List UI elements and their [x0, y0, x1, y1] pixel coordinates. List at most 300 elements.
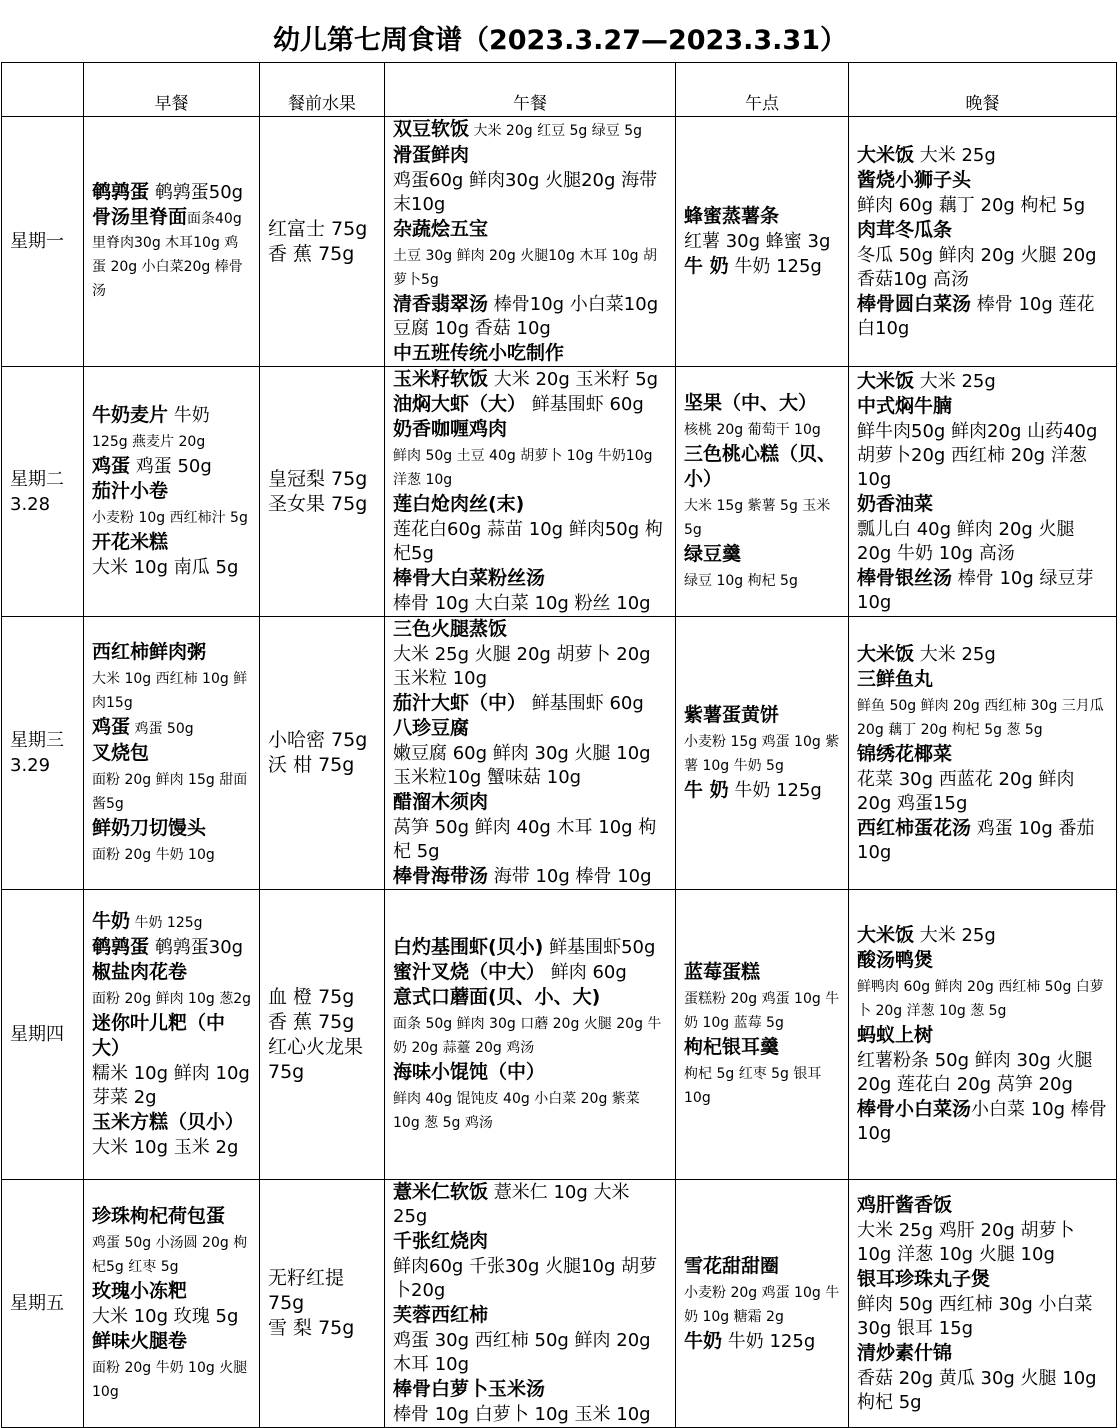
dish-item: [684, 254, 840, 279]
dish-name: 牛奶: [684, 1329, 723, 1352]
dish-name: 蜜汁叉烧（中大）: [393, 960, 546, 983]
dish-ingredients: 土豆 30g 鲜肉 20g 火腿10g 木耳 10g 胡萝卜5g: [393, 248, 657, 288]
day-name: 星期二: [10, 468, 64, 490]
dish-item: [393, 517, 667, 566]
dish-item: [857, 1267, 1108, 1292]
dish-item: [857, 566, 1108, 615]
dish-item: [857, 1048, 1108, 1097]
dish-item: [684, 416, 840, 442]
dish-name: 杂蔬烩五宝: [393, 218, 489, 240]
dish-ingredients: 大米 10g 玉米 2g: [92, 1137, 239, 1158]
dish-item: [92, 530, 251, 555]
dish-item: [393, 367, 667, 392]
day-cell: [2, 117, 84, 367]
dish-item: [857, 923, 1108, 948]
day-row: [2, 890, 1117, 1180]
lunch-cell: [385, 890, 676, 1180]
dish-item: [393, 591, 667, 616]
dish-item: [92, 1110, 251, 1135]
breakfast-cell: [84, 890, 260, 1180]
dish-name: 银耳珍珠丸子煲: [857, 1267, 991, 1290]
dish-item: [92, 205, 251, 303]
day-name: 星期五: [10, 1293, 64, 1314]
snack-cell: [676, 890, 849, 1180]
dinner-cell: [849, 617, 1117, 890]
dish-item: [393, 741, 667, 790]
dish-ingredients: 红薯 30g 蜂蜜 3g: [684, 231, 831, 252]
dish-name: 枸杞银耳羹: [684, 1035, 780, 1058]
dish-ingredients: 鸡蛋60g 鲜肉30g 火腿20g 海带末10g: [393, 170, 658, 215]
dish-item: [393, 392, 667, 417]
dish-ingredients: 面粉 20g 鲜肉 15g 甜面酱5g: [92, 771, 248, 812]
dish-name: 八珍豆腐: [393, 717, 470, 739]
day-cell: [2, 890, 84, 1180]
fruit-item: 血 橙 75g: [268, 985, 355, 1008]
fruit-cell: [260, 890, 385, 1180]
dish-item: [393, 566, 667, 591]
dish-item: [92, 555, 251, 580]
dish-item: [684, 960, 840, 985]
dish-name: 三色火腿蒸饭: [393, 618, 508, 640]
dish-item: [684, 1254, 840, 1279]
day-cell: [2, 617, 84, 890]
dish-ingredients: 薏米仁 10g 大米 25g: [393, 1182, 630, 1227]
dish-item: [393, 960, 667, 985]
dish-ingredients: 小麦粉 10g 西红柿汁 5g: [92, 510, 248, 526]
dish-item: [393, 935, 667, 960]
dish-item: [684, 728, 840, 778]
dish-item: [92, 741, 251, 766]
dish-name: 蓝莓蛋糕: [684, 960, 761, 983]
dish-item: [393, 642, 667, 691]
dish-name: 迷你叶儿粑（中大）: [92, 1012, 226, 1059]
dinner-cell: [849, 890, 1117, 1180]
dish-item: [684, 391, 840, 416]
dish-item: [857, 419, 1108, 492]
dish-ingredients: 牛奶 125g: [728, 256, 822, 277]
dish-item: [857, 1341, 1108, 1366]
dish-item: [393, 117, 667, 143]
snack-cell: [676, 117, 849, 367]
dish-name: 莲白炝肉丝(末): [393, 493, 525, 515]
fruit-item: 香 蕉 75g: [268, 1010, 355, 1033]
dish-ingredients: 鸡蛋 50g: [130, 456, 212, 477]
dish-item: [857, 667, 1108, 692]
dish-ingredients: 花菜 30g 西蓝花 20g 鲜肉 20g 鸡蛋15g: [857, 768, 1075, 814]
snack-cell: [676, 617, 849, 890]
dish-name: 椒盐肉花卷: [92, 961, 188, 983]
dish-name: 蚂蚁上树: [857, 1024, 934, 1046]
dish-name: 棒骨大白菜粉丝汤: [393, 567, 546, 589]
dish-item: [393, 143, 667, 168]
dish-name: 鸡蛋: [92, 715, 131, 738]
dish-item: [393, 341, 667, 366]
dish-name: 锦绣花椰菜: [857, 742, 953, 765]
dish-item: [684, 229, 840, 254]
dish-ingredients: 鸡蛋 30g 西红柿 50g 鲜肉 20g 木耳 10g: [393, 1330, 651, 1375]
dish-item: [857, 973, 1108, 1023]
breakfast-cell: [84, 117, 260, 367]
fruit-cell: [260, 367, 385, 617]
dish-name: 棒骨银丝汤: [857, 566, 953, 589]
dish-item: [857, 218, 1108, 243]
dish-item: [393, 442, 667, 492]
dish-item: [92, 1329, 251, 1354]
dish-name: 海味小馄饨（中）: [393, 1060, 546, 1083]
dish-ingredients: 大米 10g 南瓜 5g: [92, 557, 239, 578]
dish-item: [857, 193, 1108, 218]
header-dinner: 晚餐: [849, 63, 1117, 117]
fruit-item: 红心火龙果 75g: [268, 1035, 364, 1083]
dish-ingredients: 大米 25g: [914, 370, 996, 392]
dish-item: [857, 692, 1108, 742]
dish-ingredients: 蛋糕粉 20g 鸡蛋 10g 牛奶 10g 蓝莓 5g: [684, 990, 840, 1031]
dish-ingredients: 莴笋 50g 鲜肉 40g 木耳 10g 枸杞 5g: [393, 817, 657, 862]
dish-ingredients: 鲜基围虾50g: [543, 936, 656, 958]
dish-ingredients: 棒骨10g 小白菜10g 豆腐 10g 香菇 10g: [393, 294, 659, 339]
dish-ingredients: 鲜鸭肉 60g 鲜肉 20g 西红柿 50g 白萝卜 20g 洋葱 10g 葱 5g: [857, 979, 1104, 1019]
dish-item: [857, 1292, 1108, 1341]
dish-ingredients: 面条 50g 鲜肉 30g 口蘑 20g 火腿 20g 牛奶 20g 蒜薹 20g 鸡汤: [393, 1015, 662, 1056]
dish-ingredients: 大米 10g 西红柿 10g 鲜肉15g: [92, 670, 248, 711]
day-name: 星期三: [10, 730, 64, 751]
dish-item: [92, 960, 251, 985]
dish-name: 鸡肝酱香饭: [857, 1193, 953, 1216]
dish-name: 牛奶: [92, 910, 131, 932]
dish-item: [393, 1229, 667, 1254]
dish-item: [393, 617, 667, 642]
dish-item: [92, 454, 251, 479]
dish-ingredients: 鲜肉 60g: [545, 961, 627, 983]
dish-item: [92, 504, 251, 530]
day-name: 星期四: [10, 1024, 64, 1045]
dish-name: 千张红烧肉: [393, 1230, 489, 1252]
dish-ingredients: 莲花白60g 蒜苗 10g 鲜肉50g 枸杞5g: [393, 519, 663, 564]
dish-name: 茄汁小卷: [92, 480, 169, 502]
dish-name: 大米饭: [857, 642, 915, 665]
dish-name: 牛 奶: [684, 255, 729, 277]
dish-item: [92, 640, 251, 665]
dish-name: 棒骨圆白菜汤: [857, 292, 972, 315]
lunch-cell: [385, 117, 676, 367]
fruit-item: 圣女果 75g: [268, 492, 368, 515]
dish-name: 棒骨海带汤: [393, 865, 489, 887]
dish-ingredients: 嫩豆腐 60g 鲜肉 30g 火腿 10g 玉米粒10g 蟹味菇 10g: [393, 743, 651, 788]
dish-ingredients: 面粉 20g 鲜肉 10g 葱2g: [92, 991, 251, 1007]
dish-item: [393, 292, 667, 341]
dish-item: [92, 1204, 251, 1229]
dish-item: [393, 1303, 667, 1328]
dish-ingredients: 冬瓜 50g 鲜肉 20g 火腿 20g 香菇10g 高汤: [857, 244, 1097, 290]
dish-name: 三鲜鱼丸: [857, 667, 934, 690]
dish-ingredients: 鲜肉 50g 土豆 40g 胡萝卜 10g 牛奶10g 洋葱 10g: [393, 448, 653, 488]
dish-name: 棒骨白萝卜玉米汤: [393, 1378, 546, 1400]
dish-name: 坚果（中、大）: [684, 391, 818, 414]
dish-item: [684, 442, 840, 492]
dinner-cell: [849, 367, 1117, 617]
dish-ingredients: 鸡蛋 10g 番茄10g: [857, 817, 1095, 863]
dish-ingredients: 瓢儿白 40g 鲜肉 20g 火腿 20g 牛奶 10g 高汤: [857, 518, 1075, 564]
dish-item: [684, 778, 840, 803]
dish-ingredients: 绿豆 10g 枸杞 5g: [684, 572, 798, 589]
dish-item: [857, 143, 1108, 168]
dish-name: 玉米籽软饭: [393, 368, 489, 390]
dish-item: [684, 1279, 840, 1329]
dish-item: [393, 691, 667, 716]
fruit-cell: [260, 117, 385, 367]
dish-name: 滑蛋鲜肉: [393, 144, 470, 166]
dish-ingredients: 大米 25g: [914, 144, 996, 166]
dish-item: [393, 1010, 667, 1060]
page-title: 幼儿第七周食谱（2023.3.27—2023.3.31）: [272, 25, 848, 56]
fruit-item: 皇冠梨 75g: [268, 467, 368, 490]
dish-item: [857, 492, 1108, 517]
dish-ingredients: 棒骨 10g 大白菜 10g 粉丝 10g: [393, 593, 651, 614]
menu-table: [1, 62, 1117, 1428]
dish-item: [92, 816, 251, 841]
dish-ingredients: 125g 燕麦片 20g: [92, 434, 206, 450]
dinner-cell: [849, 1180, 1117, 1428]
dish-item: [393, 1402, 667, 1427]
dish-item: [857, 394, 1108, 419]
dish-ingredients: 核桃 20g 葡萄干 10g: [684, 421, 821, 438]
dish-item: [857, 742, 1108, 767]
dish-item: [393, 1180, 667, 1229]
dish-item: [857, 1023, 1108, 1048]
dish-name: 芙蓉西红柿: [393, 1304, 489, 1326]
dish-item: [92, 985, 251, 1011]
lunch-cell: [385, 1180, 676, 1428]
dish-item: [92, 479, 251, 504]
dish-name: 棒骨小白菜汤: [857, 1098, 972, 1120]
dish-item: [92, 1135, 251, 1160]
dish-name: 鲜奶刀切馒头: [92, 816, 207, 839]
dish-item: [393, 492, 667, 517]
dish-name: 牛奶麦片: [92, 404, 169, 426]
dish-ingredients: 棒骨 10g 绿豆芽10g: [857, 567, 1094, 613]
dish-name: 叉烧包: [92, 741, 150, 764]
dish-name: 开花米糕: [92, 531, 169, 553]
dish-name: 薏米仁软饭: [393, 1181, 489, 1203]
dish-ingredients: 大米 15g 紫薯 5g 玉米5g: [684, 497, 831, 538]
dish-item: [684, 567, 840, 593]
breakfast-cell: [84, 1180, 260, 1428]
dish-ingredients: 鲜肉60g 千张30g 火腿10g 胡萝卜20g: [393, 1256, 658, 1301]
dish-item: [393, 168, 667, 217]
dish-name: 鸡蛋: [92, 455, 131, 477]
dish-item: [393, 1328, 667, 1377]
dish-ingredients: 大米 20g 玉米籽 5g: [488, 369, 659, 390]
dish-ingredients: 面粉 20g 牛奶 10g 火腿10g: [92, 1359, 248, 1400]
dish-name: 清炒素什锦: [857, 1341, 953, 1364]
dish-name: 雪花甜甜圈: [684, 1254, 780, 1277]
dish-item: [92, 1304, 251, 1329]
dish-ingredients: 牛奶 125g: [130, 915, 203, 931]
dish-item: [92, 403, 251, 428]
fruit-item: 红富士 75g: [268, 217, 368, 240]
dish-name: 大米饭: [857, 143, 915, 166]
dish-ingredients: 鸡蛋 50g: [130, 720, 194, 737]
dish-ingredients: 大米 20g 红豆 5g 绿豆 5g: [469, 123, 643, 139]
dish-ingredients: 小麦粉 20g 鸡蛋 10g 牛奶 10g 糖霜 2g: [684, 1284, 840, 1325]
dish-item: [684, 204, 840, 229]
dish-name: 鹌鹑蛋: [92, 181, 150, 203]
dish-item: [857, 1218, 1108, 1267]
dish-item: [684, 985, 840, 1035]
dish-name: 西红柿蛋花汤: [857, 816, 972, 839]
dish-name: 骨汤里脊面: [92, 206, 188, 228]
dish-ingredients: 鲜牛肉50g 鲜肉20g 山药40g 胡萝卜20g 西红柿 20g 洋葱 10g: [857, 420, 1098, 490]
dinner-cell: [849, 117, 1117, 367]
dish-name: 油焖大虾（大）: [393, 393, 527, 415]
dish-ingredients: 面粉 20g 牛奶 10g: [92, 846, 215, 863]
dish-item: [92, 935, 251, 960]
dish-name: 三色桃心糕（贝、小）: [684, 442, 837, 490]
dish-item: [857, 1097, 1108, 1146]
dish-name: 玫瑰小冻粑: [92, 1279, 188, 1302]
dish-name: 茄汁大虾（中）: [393, 692, 527, 714]
dish-item: [684, 703, 840, 728]
dish-item: [92, 1354, 251, 1404]
dish-name: 紫薯蛋黄饼: [684, 704, 780, 726]
dish-item: [92, 665, 251, 715]
dish-item: [393, 1060, 667, 1085]
dish-item: [393, 417, 667, 442]
dish-ingredients: 鲜基围虾 60g: [526, 693, 644, 714]
snack-cell: [676, 1180, 849, 1428]
dish-ingredients: 鲜肉 40g 馄饨皮 40g 小白菜 20g 紫菜 10g 葱 5g 鸡汤: [393, 1090, 640, 1131]
dish-item: [684, 1060, 840, 1110]
dish-ingredients: 牛奶: [168, 405, 210, 426]
dish-name: 中五班传统小吃制作: [393, 342, 565, 364]
dish-name: 清香翡翠汤: [393, 293, 489, 315]
dish-item: [857, 948, 1108, 973]
day-cell: [2, 1180, 84, 1428]
dish-name: 白灼基围虾(贝小): [393, 935, 544, 958]
dish-item: [92, 1011, 251, 1061]
dish-ingredients: 大米 25g: [914, 643, 996, 665]
day-row: [2, 367, 1117, 617]
fruit-cell: [260, 1180, 385, 1428]
dish-item: [92, 1279, 251, 1304]
dish-item: [684, 1035, 840, 1060]
dish-ingredients: 小白菜 10g 棒骨10g: [857, 1099, 1107, 1144]
dish-ingredients: 大米 25g 火腿 20g 胡萝卜 20g 玉米粒 10g: [393, 644, 651, 689]
fruit-item: 香 蕉 75g: [268, 242, 355, 265]
dish-item: [393, 242, 667, 292]
dish-ingredients: 棒骨 10g 莲花白10g: [857, 293, 1095, 339]
dish-item: [92, 766, 251, 816]
dish-item: [684, 492, 840, 542]
dish-ingredients: 鲜肉 50g 西红柿 30g 小白菜 30g 银耳 15g: [857, 1293, 1093, 1339]
dish-item: [857, 292, 1108, 341]
dish-item: [393, 217, 667, 242]
dish-item: [393, 716, 667, 741]
dish-item: [92, 428, 251, 454]
fruit-cell: [260, 617, 385, 890]
dish-ingredients: 面条40g 里脊肉30g 木耳10g 鸡蛋 20g 小白菜20g 棒骨汤: [92, 211, 243, 299]
day-date: 3.28: [10, 493, 51, 515]
fruit-item: 无籽红提 75g: [268, 1267, 345, 1314]
dish-ingredients: 牛奶 125g: [722, 1330, 816, 1352]
dish-name: 绿豆羹: [684, 542, 742, 565]
dish-name: 牛 奶: [684, 779, 729, 801]
dish-name: 奶香油菜: [857, 492, 934, 515]
dish-item: [857, 168, 1108, 193]
dish-name: 蜂蜜蒸薯条: [684, 205, 780, 227]
breakfast-cell: [84, 367, 260, 617]
dish-item: [393, 1085, 667, 1135]
dish-item: [684, 542, 840, 567]
dish-ingredients: 牛奶 125g: [728, 780, 822, 801]
dish-name: 意式口蘑面(贝、小、大): [393, 985, 601, 1008]
dish-ingredients: 鹌鹑蛋30g: [149, 937, 244, 958]
dish-item: [393, 790, 667, 815]
dish-item: [393, 1254, 667, 1303]
dish-ingredients: 香菇 20g 黄瓜 30g 火腿 10g 枸杞 5g: [857, 1367, 1097, 1413]
dish-ingredients: 枸杞 5g 红枣 5g 银耳 10g: [684, 1065, 822, 1106]
dish-name: 醋溜木须肉: [393, 791, 489, 813]
dish-item: [393, 815, 667, 864]
header-day: [2, 63, 84, 117]
dish-name: 酸汤鸭煲: [857, 949, 934, 971]
dish-item: [857, 243, 1108, 292]
dish-ingredients: 鲜肉 60g 藕丁 20g 枸杞 5g: [857, 194, 1086, 216]
dish-ingredients: 红薯粉条 50g 鲜肉 30g 火腿 20g 莲花白 20g 莴笋 20g: [857, 1050, 1093, 1095]
dish-ingredients: 小麦粉 15g 鸡蛋 10g 紫薯 10g 牛奶 5g: [684, 734, 840, 774]
dish-ingredients: 糯米 10g 鲜肉 10g 芽菜 2g: [92, 1063, 250, 1108]
dish-item: [857, 369, 1108, 394]
dish-ingredients: 棒骨 10g 白萝卜 10g 玉米 10g: [393, 1404, 651, 1425]
dish-item: [684, 1329, 840, 1354]
dish-name: 大米饭: [857, 924, 915, 946]
dish-item: [393, 1377, 667, 1402]
dish-name: 酱烧小狮子头: [857, 168, 972, 191]
day-row: [2, 1180, 1117, 1428]
day-date: 3.29: [10, 755, 51, 776]
dish-item: [393, 985, 667, 1010]
dish-item: [92, 715, 251, 741]
dish-item: [92, 1061, 251, 1110]
dish-ingredients: 鲜基围虾 60g: [526, 394, 644, 415]
snack-cell: [676, 367, 849, 617]
breakfast-cell: [84, 617, 260, 890]
dish-name: 鹌鹑蛋: [92, 936, 150, 958]
day-name: 星期一: [10, 231, 64, 252]
dish-name: 玉米方糕（贝小）: [92, 1111, 245, 1133]
day-cell: [2, 367, 84, 617]
dish-item: [857, 1366, 1108, 1415]
dish-item: [92, 841, 251, 867]
fruit-item: 小哈密 75g: [268, 729, 368, 751]
dish-name: 鲜味火腿卷: [92, 1329, 188, 1352]
dish-name: 双豆软饭: [393, 118, 470, 140]
dish-item: [92, 1229, 251, 1279]
dish-item: [857, 1193, 1108, 1218]
lunch-cell: [385, 617, 676, 890]
header-row: [2, 63, 1117, 117]
dish-item: [393, 864, 667, 889]
dish-name: 肉茸冬瓜条: [857, 218, 953, 241]
dish-ingredients: 海带 10g 棒骨 10g: [488, 866, 652, 887]
dish-item: [857, 517, 1108, 566]
dish-name: 奶香咖喱鸡肉: [393, 418, 508, 440]
day-row: [2, 617, 1117, 890]
fruit-item: 沃 柑 75g: [268, 754, 355, 776]
header-snack: 午点: [676, 63, 849, 117]
lunch-cell: [385, 367, 676, 617]
dish-name: 珍珠枸杞荷包蛋: [92, 1204, 226, 1227]
